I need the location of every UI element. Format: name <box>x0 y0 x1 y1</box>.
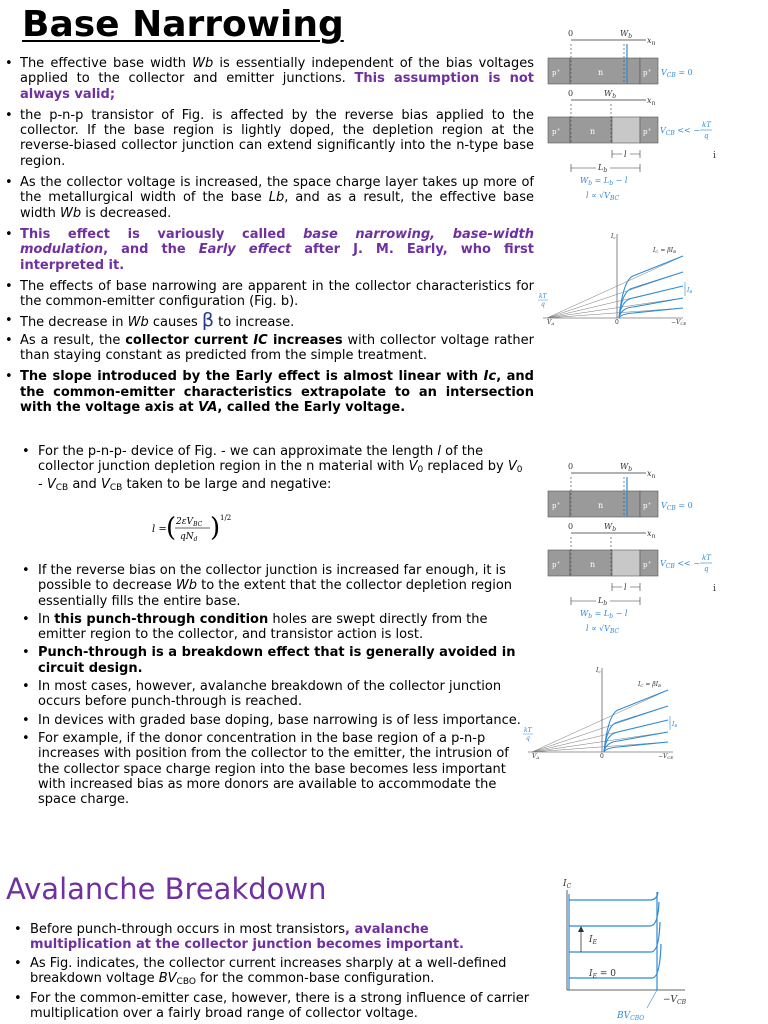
sub-bullet-depletion-length: • For the p-n-p- device of Fig. - we can approximate the length l of the collector junction depletion region in the n material with $V_0$ replaced by $V_0 - V_{CB}$ and $V_{CB}$ taken to be large and negative: <box>38 444 528 494</box>
svg-text:p+: p+ <box>552 560 561 569</box>
svg-text:p+: p+ <box>643 560 652 569</box>
svg-text:Wb: $W_b$ <box>604 522 617 533</box>
svg-text:−VCE: −VCE <box>671 319 687 326</box>
svg-text:l: l <box>624 150 627 159</box>
svg-text:0: 0 <box>568 29 574 38</box>
svg-text:n: n <box>598 68 604 77</box>
main-bullet-list <box>20 56 534 415</box>
depletion-length-formula <box>152 512 242 551</box>
svg-text:0: 0 <box>568 522 574 531</box>
svg-text:0: 0 <box>568 89 574 98</box>
svg-text:p+: p+ <box>552 127 561 136</box>
svg-text:xn: $x_n$ <box>647 96 656 107</box>
collector-characteristics-diagram-bottom <box>518 664 693 764</box>
svg-text:Lb: $L_b$ <box>598 596 608 607</box>
sub-bullet-graded-doping: • In devices with graded base doping, base narrowing is of less importance. <box>38 713 528 728</box>
svg-text:Ic: Ic <box>611 233 616 240</box>
svg-text:q: q <box>526 735 530 742</box>
sub-bullet-breakdown-effect: • Punch-through is a breakdown effect that is generally avoided in circuit design. <box>38 645 528 676</box>
svg-text:kT: kT <box>539 293 547 300</box>
svg-text:p+: p+ <box>552 501 561 510</box>
svg-text:−VCB: $-V_{CB}$ <box>663 995 687 1006</box>
svg-text:(: ( <box>166 513 177 543</box>
svg-text:n: n <box>590 560 596 569</box>
svg-text:Lb: $L_b$ <box>598 163 608 174</box>
svg-text:VA: VA <box>532 753 540 760</box>
svg-text:IC: $I_C$ <box>563 879 572 890</box>
svg-text:q: q <box>704 132 709 140</box>
sub-bullet-avalanche-first: • In most cases, however, avalanche breakdown of the collector junction occurs before punch-through is reached. <box>38 679 528 710</box>
svg-text:n: n <box>598 501 604 510</box>
svg-text:VA: VA <box>547 319 555 326</box>
svg-text:−VCE: −VCE <box>658 753 674 760</box>
svg-text:xn: $x_n$ <box>647 36 656 47</box>
bullet-early-voltage: • The slope introduced by the Early effect is almost linear with Ic, and the common-emitter characteristics extrapolate to an intersection with the voltage axis at VA, called the Early voltage. <box>20 369 534 415</box>
bullet-beta-increase: • The decrease in Wb causes β to increase. <box>20 313 534 330</box>
svg-text:n: n <box>590 127 596 136</box>
svg-text:VCB << −: $V_{CB}$ << − <box>660 126 700 137</box>
svg-text:2εVBC: $2\varepsilon V_{BC}$ <box>176 517 203 528</box>
svg-text:q: q <box>704 565 709 573</box>
avalanche-bullet-common-emitter: • For the common-emitter case, however, there is a strong influence of carrier multiplication over a fairly broad range of collector voltage. <box>30 991 530 1022</box>
svg-text:0: 0 <box>568 462 574 471</box>
svg-text:p+: p+ <box>643 68 652 77</box>
avalanche-bullet-breakdown-voltage: • As Fig. indicates, the collector current increases sharply at a well-defined breakdown voltage $BV_{CBO}$ for the common-base configuration. <box>30 956 530 989</box>
bullet-effective-base-width: • The effective base width Wb is essentially independent of the bias voltages applied to the collector and emitter junctions. This assumption is not always valid; <box>20 56 534 102</box>
avalanche-breakdown-diagram <box>555 872 705 1024</box>
svg-text:i: i <box>713 584 716 594</box>
svg-text:kT: kT <box>524 727 532 734</box>
svg-text:IE = 0: $I_E = 0$ <box>589 969 616 980</box>
svg-text:l ∝ √VBC: $l \propto √V_{BC}$ <box>586 191 620 202</box>
svg-text:Wb: $W_b$ <box>620 29 633 40</box>
svg-text:1/2: 1/2 <box>220 514 232 522</box>
svg-text:l =: l = <box>152 524 167 535</box>
bullet-collector-voltage: • As the collector voltage is increased, the space charge layer takes up more of the metallurgical width of the base Lb, and as a result, the effective base width Wb is decreased. <box>20 175 534 221</box>
svg-text:Wb: $W_b$ <box>604 89 617 100</box>
svg-text:Wb = Lb − l: $W_b = L_b - l$ <box>580 176 628 187</box>
svg-text:VCB = 0: $V_{CB} = 0$ <box>661 501 693 512</box>
sub-bullet-donor-example: • For example, if the donor concentration in the base region of a p-n-p increases with position from the collector to the emitter, the intrusion of the collector space charge region into the base becomes less important with increased bias as more donors are available to accommodate the space charge. <box>38 731 528 807</box>
bullet-pnp-reverse-bias: • the p-n-p transistor of Fig. is affected by the reverse bias applied to the collector. If the base region is lightly doped, the depletion region at the reverse-biased collector junction can extend significantly into the n-type base region. <box>20 108 534 169</box>
svg-text:p+: p+ <box>643 501 652 510</box>
sub-bullet-reverse-bias: • If the reverse bias on the collector junction is increased far enough, it is possible to decrease Wb to the extent that the collector depletion region essentially fills the entire base. <box>38 563 528 609</box>
bullet-common-emitter-effects: • The effects of base narrowing are apparent in the collector characteristics for the common-emitter configuration (Fig. b). <box>20 279 534 310</box>
base-narrowing-structure-diagram-bottom <box>540 459 730 639</box>
svg-text:p+: p+ <box>643 127 652 136</box>
collector-characteristics-diagram-top <box>533 230 703 330</box>
svg-text:): ) <box>210 513 221 543</box>
svg-text:kT: kT <box>702 554 711 562</box>
svg-text:IC = βIB: IC = βIB <box>653 247 677 254</box>
sub-bullet-list <box>38 444 528 494</box>
bullet-collector-current: • As a result, the collector current IC increases with collector voltage rather than staying constant as predicted from the simple treatment. <box>20 333 534 364</box>
svg-text:qNd: $qN_d$ <box>180 532 198 543</box>
section-title-avalanche: Avalanche Breakdown <box>6 872 327 906</box>
base-narrowing-structure-diagram-top <box>540 26 730 206</box>
page-title: Base Narrowing <box>22 4 344 45</box>
sub-bullet-list-2 <box>38 563 528 807</box>
svg-text:0: 0 <box>615 319 619 326</box>
breakdown-curve-high <box>569 892 658 900</box>
svg-text:l: l <box>624 583 627 592</box>
svg-text:VCB = 0: $V_{CB} = 0$ <box>661 68 693 79</box>
bullet-early-effect: • This effect is variously called base narrowing, base-width modulation, and the Early effect after J. M. Early, who first interpreted it. <box>20 227 534 273</box>
svg-text:q: q <box>541 301 545 308</box>
formula-graphic <box>152 512 242 546</box>
svg-text:xn: $x_n$ <box>647 469 656 480</box>
avalanche-bullet-multiplication: • Before punch-through occurs in most transistors, avalanche multiplication at the collector junction becomes important. <box>30 922 530 953</box>
svg-text:IC = βIB: IC = βIB <box>638 681 662 688</box>
avalanche-bullet-list <box>30 922 530 1022</box>
svg-text:p+: p+ <box>552 68 561 77</box>
sub-bullet-punch-through: • In this punch-through condition holes are swept directly from the emitter region to the collector, and transistor action is lost. <box>38 612 528 643</box>
svg-text:BVCBO: $BV_{CBO}$ <box>617 1011 645 1022</box>
svg-text:kT: kT <box>702 121 711 129</box>
svg-text:i: i <box>713 151 716 161</box>
n-base-region <box>570 58 640 84</box>
svg-text:Wb: $W_b$ <box>620 462 633 473</box>
beta-symbol: β <box>201 309 215 332</box>
svg-text:VCB << −: $V_{CB}$ << − <box>660 559 700 570</box>
svg-text:IB: IB <box>672 721 678 728</box>
svg-text:IB: IB <box>687 287 693 294</box>
svg-text:IE: $I_E$ <box>589 935 597 946</box>
svg-text:l ∝ √VBC: $l \propto √V_{BC}$ <box>586 624 620 635</box>
svg-text:Wb = Lb − l: $W_b = L_b - l$ <box>580 609 628 620</box>
depletion-region <box>612 117 640 143</box>
svg-text:Ic: Ic <box>596 667 601 674</box>
svg-text:xn: $x_n$ <box>647 529 656 540</box>
svg-text:0: 0 <box>600 753 604 760</box>
